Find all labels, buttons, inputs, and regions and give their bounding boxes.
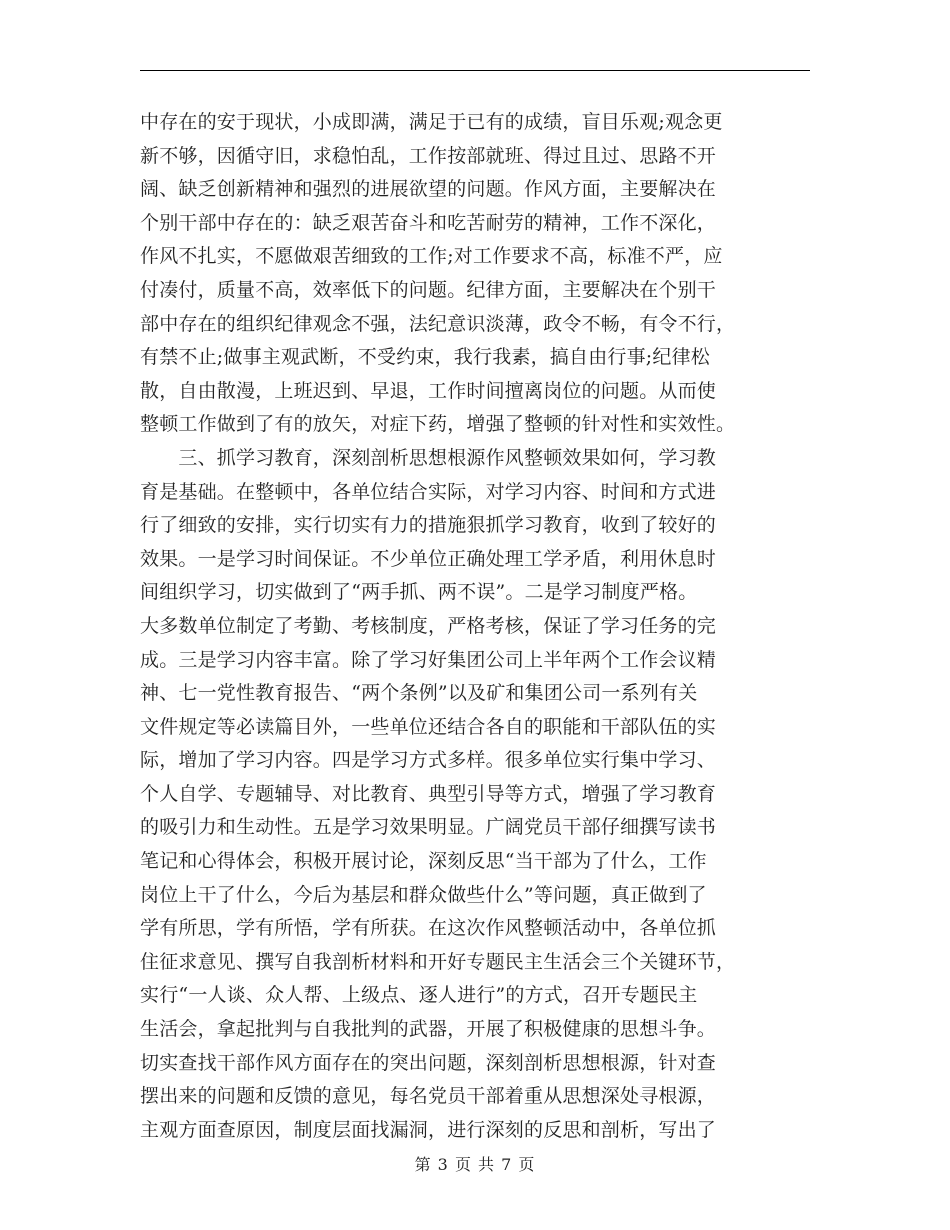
text-line: 学有所思，学有所悟，学有所获。在这次作风整顿活动中，各单位抓 xyxy=(140,917,717,940)
page-number-footer: 第 3 页 共 7 页 xyxy=(414,1155,536,1174)
text-line: 新不够，因循守旧，求稳怕乱，工作按部就班、得过且过、思路不开 xyxy=(140,144,717,167)
text-line: 付凑付，质量不高，效率低下的问题。纪律方面，主要解决在个别干 xyxy=(140,278,717,301)
text-line: 主观方面查原因，制度层面找漏洞，进行深刻的反思和剖析，写出了 xyxy=(140,1118,717,1141)
text-line: 间组织学习，切实做到了“两手抓、两不误”。二是学习制度严格。 xyxy=(140,581,698,604)
text-line: 文件规定等必读篇目外，一些单位还结合各自的职能和干部队伍的实 xyxy=(140,715,717,738)
text-line: 阔、缺乏创新精神和强烈的进展欲望的问题。作风方面，主要解决在 xyxy=(140,178,717,201)
text-line: 实行“一人谈、众人帮、上级点、逐人进行”的方式，召开专题民主 xyxy=(140,984,698,1007)
text-line: 成。三是学习内容丰富。除了学习好集团公司上半年两个工作会议精 xyxy=(140,648,717,671)
text-line: 中存在的安于现状，小成即满，满足于已有的成绩，盲目乐观;观念更 xyxy=(140,111,723,133)
text-line: 切实查找干部作风方面存在的突出问题，深刻剖析思想根源，针对查 xyxy=(140,1051,717,1074)
text-line: 摆出来的问题和反馈的意见，每名党员干部着重从思想深处寻根源， xyxy=(140,1085,717,1108)
text-line: 际，增加了学习内容。四是学习方式多样。很多单位实行集中学习、 xyxy=(140,749,717,772)
text-line: 住征求意见、撰写自我剖析材料和开好专题民主生活会三个关键环节， xyxy=(140,950,736,973)
text-line: 部中存在的组织纪律观念不强，法纪意识淡薄，政令不畅，有令不行， xyxy=(140,312,736,335)
text-line: 有禁不止;做事主观武断，不受约束，我行我素，搞自由行事;纪律松 xyxy=(140,346,711,369)
text-line: 整顿工作做到了有的放矢，对症下药，增强了整顿的针对性和实效性。 xyxy=(140,413,736,436)
text-line: 育是基础。在整顿中，各单位结合实际，对学习内容、时间和方式进 xyxy=(140,480,717,503)
text-line: 生活会，拿起批判与自我批判的武器，开展了积极健康的思想斗争。 xyxy=(140,1018,717,1041)
text-line: 个人自学、专题辅导、对比教育、典型引导等方式，增强了学习教育 xyxy=(140,782,717,805)
text-line: 神、七一党性教育报告、“两个条例”以及矿和集团公司一系列有关 xyxy=(140,682,698,705)
body-text xyxy=(140,106,820,1147)
text-line: 行了细致的安排，实行切实有力的措施狠抓学习教育，收到了较好的 xyxy=(140,514,717,537)
section-heading-line: 三、抓学习教育，深刻剖析思想根源作风整顿效果如何，学习教 xyxy=(140,446,717,469)
header-rule xyxy=(140,70,810,71)
text-line: 个别干部中存在的：缺乏艰苦奋斗和吃苦耐劳的精神，工作不深化， xyxy=(140,211,717,234)
text-line: 散，自由散漫，上班迟到、早退，工作时间擅离岗位的问题。从而使 xyxy=(140,379,717,402)
text-line: 效果。一是学习时间保证。不少单位正确处理工学矛盾，利用休息时 xyxy=(140,547,717,570)
text-line: 的吸引力和生动性。五是学习效果明显。广阔党员干部仔细撰写读书 xyxy=(140,816,717,839)
text-line: 作风不扎实，不愿做艰苦细致的工作;对工作要求不高，标准不严，应 xyxy=(140,245,723,268)
text-line: 笔记和心得体会，积极开展讨论，深刻反思“当干部为了什么，工作 xyxy=(140,850,707,873)
text-line: 大多数单位制定了考勤、考核制度，严格考核，保证了学习任务的完 xyxy=(140,614,717,637)
text-line: 岗位上干了什么，今后为基层和群众做些什么”等问题，真正做到了 xyxy=(140,883,707,906)
